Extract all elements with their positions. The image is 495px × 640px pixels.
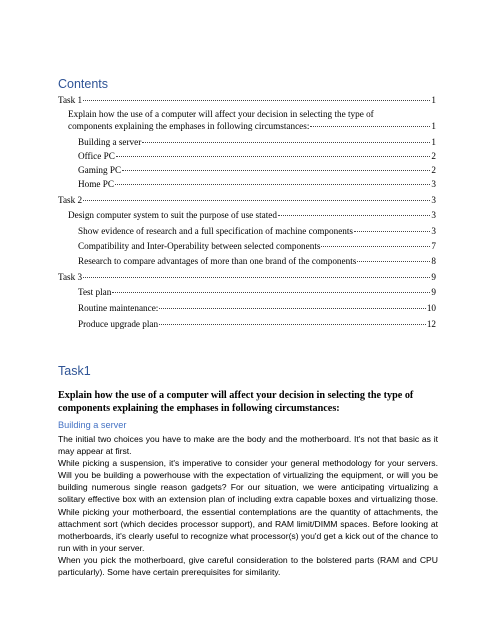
toc-entry[interactable] [78, 178, 436, 190]
toc-entry[interactable] [58, 194, 436, 206]
toc-entry[interactable] [78, 318, 436, 330]
toc-leader [83, 200, 430, 201]
toc-entry-title: Design computer system to suit the purpose of use stated [68, 210, 277, 220]
toc-entry-page: 10 [426, 303, 436, 313]
question-heading: Explain how the use of a computer will affect your decision in selecting the type of components explaining the emphases in following circumstances: [58, 390, 414, 414]
toc-entry-title: Test plan [78, 287, 112, 297]
toc-entry-title: Gaming PC [78, 165, 122, 175]
toc-leader [122, 170, 430, 171]
toc-leader [159, 308, 425, 309]
paragraph: While picking a suspension, it's imperative to consider your general methodology for your servers. Will you be building a powerhouse with the expectation of virtualizing the equipment, or will you be building numerous single reason gadgets? For our situation, we were anticipating virtualizing a solitary effective box with an extension plan of including extra capable boxes and virtualizing those. While picking your motherboard, the essential contemplations are the quantity of attachments, the attachment sort (which decides processor support), and RAM limit/DIMM spaces. Before looking at motherboards, it's clearly useful to recognize what processor(s) you'd get a kick out of the chance to run with in your server. [58, 458, 438, 553]
toc-leader [278, 215, 430, 216]
toc-leader [142, 142, 430, 143]
toc-entry-title: Task 2 [58, 195, 83, 205]
toc-entry[interactable] [78, 286, 436, 298]
toc-leader [354, 231, 430, 232]
toc-entry-page: 2 [431, 165, 436, 175]
toc-entry[interactable] [78, 302, 436, 314]
toc-leader [357, 261, 430, 262]
toc-entry-page: 9 [431, 272, 436, 282]
toc-entry-title-cont: components explaining the emphases in following circumstances: [68, 121, 310, 131]
toc-entry[interactable] [78, 136, 436, 148]
toc-entry[interactable] [68, 209, 436, 221]
toc-leader [83, 100, 430, 101]
toc-entry-title: Task 1 [58, 95, 83, 105]
toc-entry[interactable] [78, 240, 436, 252]
toc-entry[interactable] [58, 271, 436, 283]
subsection-heading: Building a server [58, 420, 127, 430]
toc-entry-page: 3 [431, 210, 436, 220]
toc-entry[interactable] [78, 164, 436, 176]
toc-leader [115, 184, 430, 185]
toc-entry[interactable] [78, 255, 436, 267]
toc-entry-title: Task 3 [58, 272, 83, 282]
toc-entry-page: 1 [431, 137, 436, 147]
toc-entry-page: 7 [431, 241, 436, 251]
body-text [58, 433, 438, 578]
toc-entry-title: Compatibility and Inter-Operability between selected components [78, 241, 321, 251]
toc-entry-page: 3 [431, 195, 436, 205]
toc-entry[interactable] [78, 225, 436, 237]
toc-entry-page: 8 [431, 256, 436, 266]
toc-entry-title: Explain how the use of a computer will affect your decision in selecting the type of [68, 109, 374, 119]
toc-entry-title: Home PC [78, 179, 114, 189]
toc-leader [83, 277, 430, 278]
toc-entry-title: Show evidence of research and a full specification of machine components [78, 226, 354, 236]
toc-leader [112, 292, 430, 293]
section-heading: Task1 [58, 364, 91, 378]
toc-entry-page: 9 [431, 287, 436, 297]
toc-entry-title: Research to compare advantages of more than one brand of the components [78, 256, 357, 266]
toc-heading: Contents [58, 77, 109, 91]
toc-entry-title: Produce upgrade plan [78, 319, 159, 329]
toc-entry-page: 1 [431, 95, 436, 105]
toc-entry-page: 2 [431, 151, 436, 161]
toc-entry-title: Building a server [78, 137, 142, 147]
toc-entry-page: 12 [426, 319, 436, 329]
toc-leader [321, 246, 430, 247]
toc-entry[interactable] [68, 108, 436, 120]
toc-leader [116, 156, 431, 157]
toc-leader [310, 126, 430, 127]
toc-entry-page: 3 [431, 179, 436, 189]
toc-entry[interactable] [58, 94, 436, 106]
toc-entry-title: Routine maintenance: [78, 303, 159, 313]
toc-entry-page: 1 [431, 121, 436, 131]
paragraph: When you pick the motherboard, give careful consideration to the bolstered parts (RAM and CPU particularly). Some have certain prerequisites for similarity. [58, 554, 438, 578]
toc-entry-continuation[interactable] [68, 120, 436, 132]
toc-leader [159, 324, 426, 325]
toc-entry-title: Office PC [78, 151, 115, 161]
toc-entry-page: 3 [431, 226, 436, 236]
toc-entry[interactable] [78, 150, 436, 162]
paragraph: The initial two choices you have to make are the body and the motherboard. It's not that basic as it may appear at first. [58, 434, 438, 457]
